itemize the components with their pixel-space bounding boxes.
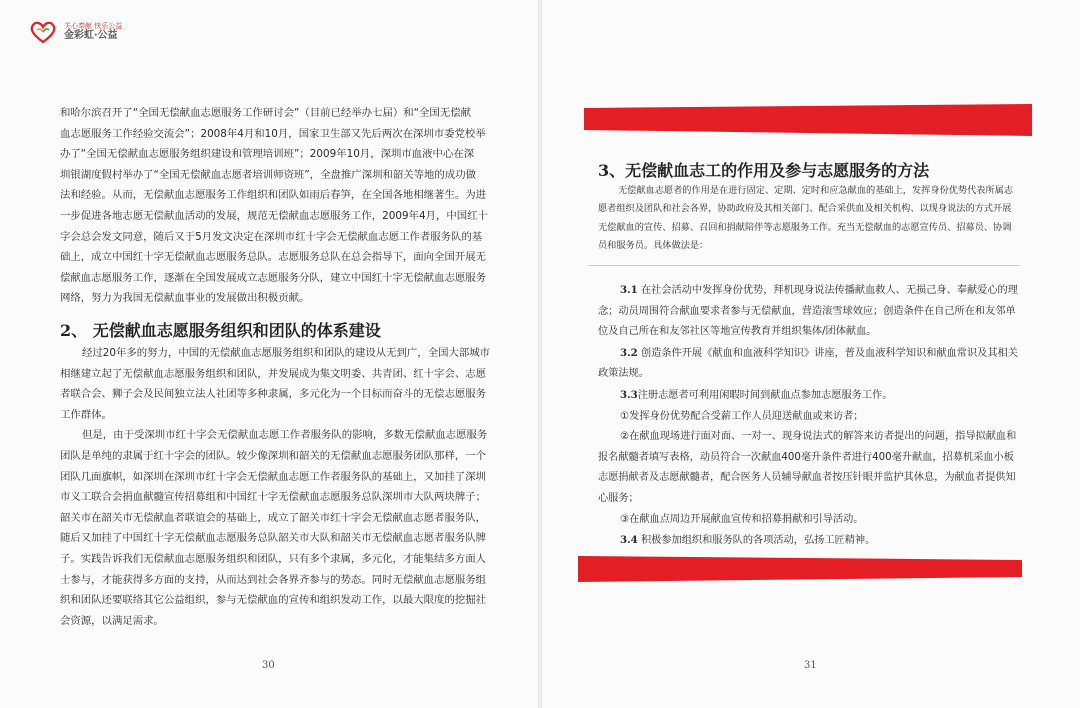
text-line: 位及自己所在和友邻社区等地宣传教育并组织集体/团体献血。 xyxy=(598,326,877,338)
text-line: 血志愿服务工作经验交流会”；2008年4月和10月，国家卫生部又先后两次在深圳市委党校举 xyxy=(60,127,486,140)
text-line: 网络，努力为我国无偿献血事业的发展做出积极贡献。 xyxy=(60,292,310,305)
methods-list xyxy=(598,280,1026,552)
text-line: 工作群体。 xyxy=(60,408,112,421)
list-item-3-2 xyxy=(598,343,1026,365)
list-item-3-1 xyxy=(598,280,1026,302)
text-line: ②在献血现场进行面对面、一对一、现身说法式的解答来访者提出的问题，指导拟献血和 xyxy=(620,431,1017,443)
text-line: 相继建立起了无偿献血志愿服务组织和团队，并发展成为集文明委、共青团、红十字会、志愿 xyxy=(60,367,487,380)
text-line: 织和团队还要联络其它公益组织，参与无偿献血的宣传和组织发动工作，以最大限度的挖掘社 xyxy=(60,594,487,607)
page-number-left: 30 xyxy=(262,660,275,671)
text-line: 无偿献血志愿者的作用是在进行固定、定期、定时和应急献血的基础上，发挥身份优势代表所属志 xyxy=(618,185,1014,196)
text-line: 无偿献血的宣传、招募、召回和捐献陪伴等志愿服务工作。充当无偿献血的志愿宣传员、招募员、协调 xyxy=(598,221,1012,233)
item-number: 3.3 xyxy=(620,388,638,401)
text-line: 韶关市在韶关市无偿献血者联谊会的基础上，成立了韶关市红十字会无偿献血志愿者服务队， xyxy=(60,511,487,524)
section-3-intro xyxy=(598,182,1026,256)
book-spine xyxy=(538,0,542,708)
text-line: 注册志愿者可利用闲暇时间到献血点参加志愿服务工作。 xyxy=(637,389,893,401)
text-line: 偿献血志愿服务工作，逐渐在全国发展成立志愿服务分队，建立中国红十字无偿献血志愿服务 xyxy=(60,271,487,284)
text-line: 办了“全国无偿献血志愿服务组织建设和管理培训班”；2009年10月，深圳市血液中心在深 xyxy=(60,148,475,161)
item-number: 3.4 xyxy=(620,534,638,547)
logo-name: 金彩虹·公益 xyxy=(64,30,118,42)
text-line: 团队是单纯的隶属于红十字会的团队。较少像深圳和韶关的无偿献血志愿服务团队那样，一个 xyxy=(60,449,487,462)
red-banner-bottom xyxy=(578,556,1022,582)
text-line: 心服务； xyxy=(598,492,639,504)
list-item-3-3 xyxy=(598,385,1026,407)
text-line: 志愿捐献者及志愿献髓者，配合医务人员辅导献血者按压针眼并监护其休息，为献血者提供知 xyxy=(598,472,1016,484)
text-line: ③在献血点周边开展献血宣传和招募捐献和引导活动。 xyxy=(620,513,864,525)
text-line: 经过20年多的努力，中国的无偿献血志愿服务组织和团队的建设从无到广，全国大部城市 xyxy=(82,347,491,359)
text-line: 士参与，才能获得多方面的支持，从而达到社会各界齐参与的势态。同时无偿献血志愿服务组 xyxy=(60,573,487,586)
text-line: 础上，成立中国红十字无偿献血志愿服务总队。志愿服务总队在总会指导下，面向全国开展无 xyxy=(60,251,487,264)
left-intro-paragraph xyxy=(60,103,510,309)
text-line: 团队几面旗帜，如深圳在深圳市红十字会无偿献血志愿工作者服务队的基础上，又加挂了深圳 xyxy=(60,470,487,483)
section-2-body xyxy=(60,343,510,631)
page-number-right: 31 xyxy=(804,660,817,671)
heart-logo-icon xyxy=(28,20,58,44)
section-3-heading: 3、无偿献血志工的作用及参与志愿服务的方法 xyxy=(598,161,930,180)
logo-slogan: 关心奉献 快乐公益 xyxy=(64,22,123,31)
text-line: 法和经验。从而，无偿献血志愿服务工作组织和团队如雨后春笋，在全国各地相继著生。为进 xyxy=(60,189,487,202)
divider-line xyxy=(588,265,1020,266)
text-line: 员和服务员。具体做法是： xyxy=(598,240,709,252)
text-line: 者联合会、狮子会及民间独立法人社团等多种隶属，多元化为一个目标而奋斗的无偿志愿服务 xyxy=(60,388,487,401)
text-line: 一步促进各地志愿无偿献血活动的发展，规范无偿献血志愿服务工作，2009年4月，中国红十 xyxy=(60,209,488,222)
text-line: 愿者组织及团队和社会各界，协助政府及其相关部门、配合采供血及相关机构、以现身说法的方式开展 xyxy=(598,203,1012,215)
text-line: 市义工联合会捐血献髓宣传招募组和中国红十字无偿献血志愿服务总队深圳市大队两块牌子； xyxy=(60,491,487,504)
list-item-3-4 xyxy=(598,530,1026,552)
text-line: 圳银湖度假村举办了“全国无偿献血志愿者培训师资班”，全盘推广深圳和韶关等地的成功做 xyxy=(60,168,476,181)
text-line: 报名献髓者填写表格，动员符合一次献血400毫升条件者进行400毫升献血，招募机采血小板 xyxy=(598,451,1014,463)
text-line: 在社会活动中发挥身份优势，拜机现身说法传播献血救人、无损己身、奉献爱心的理 xyxy=(640,285,1018,296)
text-line: 会资源，以满足需求。 xyxy=(60,614,164,627)
brand-logo xyxy=(28,20,122,44)
item-number: 3.1 xyxy=(620,284,638,296)
text-line: 创造条件开展《献血和血液科学知识》讲座，普及血液科学知识和献血常识及其相关 xyxy=(640,347,1018,359)
text-line: 政策法规。 xyxy=(598,368,649,380)
text-line: ①发挥身份优势配合受薪工作人员迎送献血或来访者； xyxy=(620,410,864,422)
text-line: 念；动员周围符合献血要求者参与无偿献血，营造滚雪球效应；创造条件在自己所在和友邻单 xyxy=(598,305,1016,317)
section-2-heading: 2、 无偿献血志愿服务组织和团队的体系建设 xyxy=(60,321,381,340)
item-number: 3.2 xyxy=(620,346,638,359)
text-line: 但是，由于受深圳市红十字会无偿献血志愿工作者服务队的影响，多数无偿献血志愿服务 xyxy=(82,429,488,442)
text-line: 和哈尔滨召开了“全国无偿献血志愿服务工作研讨会”（目前已经举办七届）和“全国无偿献 xyxy=(60,107,471,119)
text-line: 子。实践告诉我们无偿献血志愿服务组织和团队，只有多个隶属，多元化，才能集结多方面人 xyxy=(60,552,487,565)
text-line: 字会总会发文同意，随后又于5月发文决定在深圳市红十字会无偿献血志愿工作者服务队的基 xyxy=(60,230,483,243)
red-banner-top xyxy=(584,104,1032,136)
text-line: 积极参加组织和服务队的各项活动，弘扬工匠精神。 xyxy=(640,535,876,547)
text-line: 随后又加挂了中国红十字无偿献血志愿服务总队韶关市大队和韶关市无偿献血志愿者服务队牌 xyxy=(60,532,487,545)
